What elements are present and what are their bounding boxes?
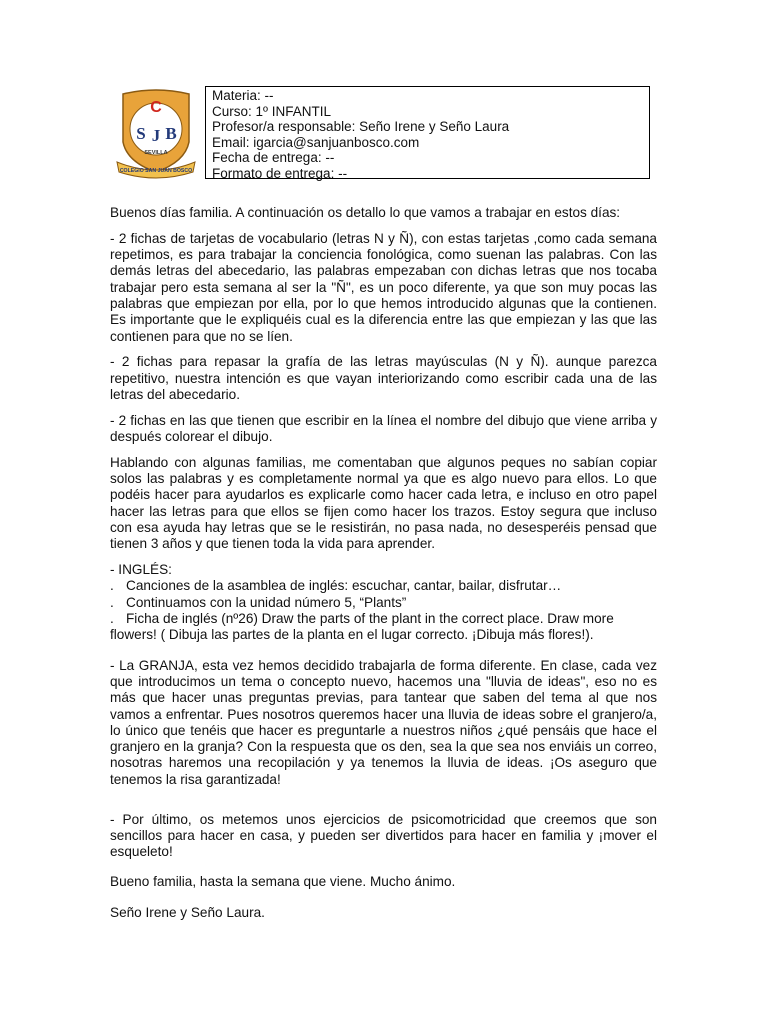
logo-letter-s: S (136, 124, 146, 143)
list-item (110, 611, 657, 627)
delivery-format-line: Formato de entrega: -- (212, 165, 348, 181)
vocabulary-cards-paragraph: - 2 fichas de tarjetas de vocabulario (letras N y Ñ), con estas tarjetas ,como cada semana repetimos, es para trabajar la conciencia fonológica, como suenan las palabras. Con las demás letras del abecedario, las palabras empezaban con dichas letras que nos tocaba trabajar pero esta semana al ser la "Ñ", es un poco diferente, ya que son muy pocas las palabras que empiezan por ella, por lo que hemos introducido algunas que la contienen. Es importante que le expliquéis cual es la diferencia entre las que empiezan y las que las contienen para que no se líen. (110, 230, 657, 344)
school-logo (113, 84, 199, 180)
spacer (110, 798, 657, 812)
families-paragraph: Hablando con algunas familias, me comentaban que algunos peques no sabían copiar solos las palabras y es completamente normal ya que es algo nuevo para ellos. Lo que podéis hacer para ayudarlos es explicarle como hacer cada letra, e incluso en otro papel hacer las letras para que ellos se fijen como hacer los trazos. Estoy segura que incluso con esa ayuda hay letras que se le resistirán, no pasa nada, no desesperéis pensad que tienen 3 años y que tienen toda la vida para aprender. (110, 454, 657, 552)
english-heading: - INGLÉS: (110, 562, 172, 578)
english-item-worksheet: Ficha de inglés (nº26) Draw the parts of the plant in the correct place. Draw more (126, 611, 614, 627)
greeting-paragraph: Buenos días familia. A continuación os detallo lo que vamos a trabajar en estos días: (110, 205, 621, 220)
drawing-names-paragraph: - 2 fichas en las que tienen que escribir en la línea el nombre del dibujo que viene arriba y después colorear el dibujo. (110, 412, 657, 445)
list-bullet: . (110, 611, 114, 627)
teacher-line: Profesor/a responsable: Seño Irene y Seño Laura (212, 119, 510, 135)
list-bullet: . (110, 578, 114, 594)
logo-letter-c: C (150, 99, 162, 116)
due-date-line: Fecha de entrega: -- (212, 150, 335, 166)
english-item-songs: Canciones de la asamblea de inglés: escuchar, cantar, bailar, disfrutar… (126, 578, 562, 594)
logo-city: SEVILLA (144, 150, 168, 156)
subject-info-box (205, 86, 650, 179)
farm-paragraph: - La GRANJA, esta vez hemos decidido trabajarla de forma diferente. En clase, cada vez que introducimos un tema o concepto nuevo, hacemos una "lluvia de ideas", eso no es más que hacer unas preguntas previas, para tantear que saben del tema al que nos vamos a enfrentar. Pues nosotros queremos hacer una lluvia de ideas sobre el granjero/a, lo único que tenéis que hacer es preguntarle a nuestros niños ¿qué pensáis que hace el granjero en la granja? Con la respuesta que os den, sea la que sea nos enviáis un correo, nosotras haremos una recopilación y ya tenemos la lluvia de ideas. ¡Os aseguro que tenemos la risa garantizada! (110, 657, 657, 787)
course-line: Curso: 1º INFANTIL (212, 103, 331, 119)
closing-paragraph: Bueno familia, hasta la semana que viene. Mucho ánimo. (110, 874, 456, 890)
list-item (110, 595, 657, 611)
english-item-worksheet-continuation: flowers! ( Dibuja las partes de la planta en el lugar correcto. ¡Dibuja más flores!). (110, 627, 594, 643)
list-item (110, 578, 657, 594)
letter-body (110, 205, 657, 930)
english-item-unit: Continuamos con la unidad número 5, “Plants” (126, 594, 407, 610)
logo-name: COLEGIO SAN JUAN BOSCO (119, 168, 193, 174)
logo-letter-j: J (151, 126, 161, 145)
uppercase-letters-paragraph: - 2 fichas para repasar la grafía de las letras mayúsculas (N y Ñ). aunque parezca repetitivo, nuestra intención es que vayan interiorizando como escribir cada una de las letras del abecedario. (110, 354, 657, 402)
subject-line: Materia: -- (212, 88, 274, 103)
logo-letter-b: B (165, 124, 177, 143)
list-bullet: . (110, 594, 114, 610)
email-line: Email: igarcia@sanjuanbosco.com (212, 134, 420, 150)
psychomotor-paragraph: - Por último, os metemos unos ejercicios de psicomotricidad que creemos que son sencillos para hacer en casa, y pueden ser divertidos para hacer en familia y ¡mover el esqueleto! (110, 811, 657, 860)
signature: Seño Irene y Seño Laura. (110, 904, 265, 920)
